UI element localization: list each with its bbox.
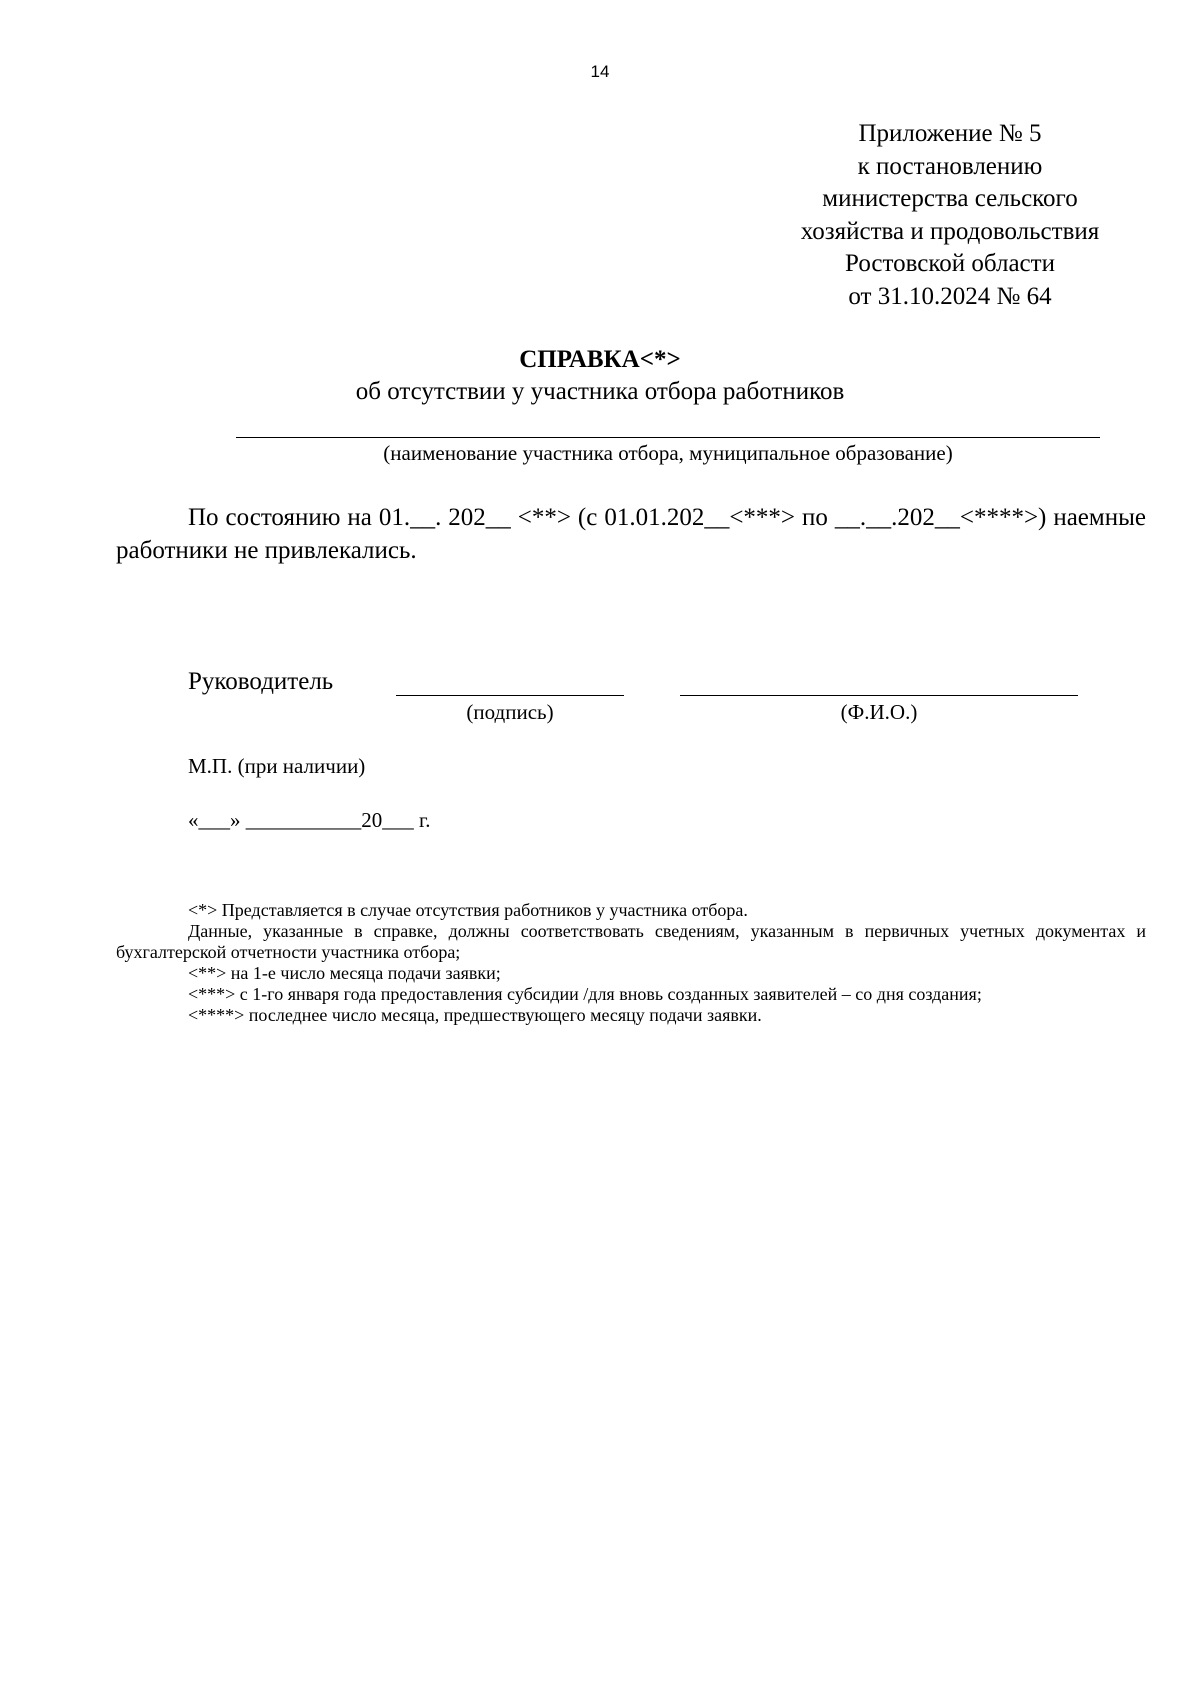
footnote: Данные, указанные в справке, должны соответствовать сведениям, указанным в первичных учетных документах и бухгалтерской отчетности участника отбора; [116, 921, 1146, 962]
appendix-line: к постановлению [857, 152, 1043, 180]
document-title: СПРАВКА<*> [519, 346, 681, 373]
title-block [0, 344, 1200, 408]
fio-line [680, 695, 1078, 696]
appendix-line: хозяйства и продовольствия [800, 217, 1100, 245]
footnote: <***> с 1-го января года предоставления субсидии /для вновь созданных заявителей – со дня создания; [188, 984, 982, 1004]
footnotes [116, 900, 1146, 1026]
appendix-line: от 31.10.2024 № 64 [848, 282, 1052, 310]
fio-caption: (Ф.И.О.) [840, 700, 918, 724]
signature-caption: (подпись) [466, 700, 554, 724]
statement-paragraph: По состоянию на 01.__. 202__ <**> (с 01.01.202__<***> по __.__.202__<****>) наемные работники не привлекались. [116, 504, 1146, 564]
signature-line [396, 695, 624, 696]
footnote: <*> Представляется в случае отсутствия работников у участника отбора. [188, 900, 748, 920]
date-line: «___» ___________20___ г. [188, 808, 431, 832]
stamp-note: М.П. (при наличии) [188, 754, 366, 778]
appendix-line: министерства сельского [822, 185, 1078, 213]
head-label: Руководитель [188, 668, 334, 695]
page-number: 14 [590, 62, 610, 81]
document-subtitle: об отсутствии у участника отбора работников [355, 378, 845, 405]
appendix-header [740, 118, 1160, 314]
participant-name-caption: (наименование участника отбора, муниципальное образование) [383, 441, 953, 465]
footnote: <****> последнее число месяца, предшествующего месяцу подачи заявки. [188, 1005, 762, 1025]
appendix-line: Приложение № 5 [858, 120, 1042, 147]
footnote: <**> на 1-е число месяца подачи заявки; [188, 963, 501, 983]
participant-name-line [236, 437, 1100, 438]
appendix-line: Ростовской области [845, 250, 1055, 278]
